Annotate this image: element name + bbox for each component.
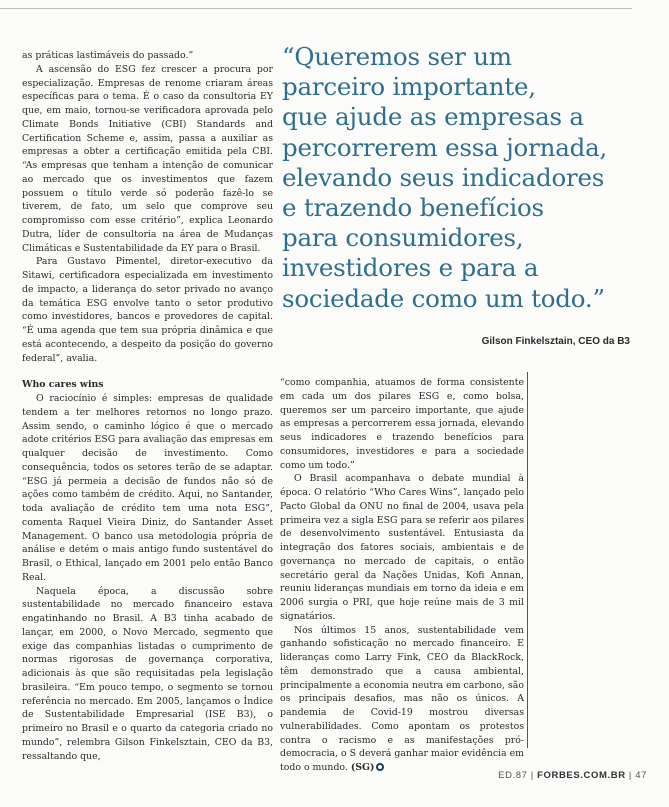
- edition-number: ED.87 |: [498, 770, 534, 781]
- pull-quote-line: investidores e para a: [282, 253, 539, 283]
- paragraph: A ascensão do ESG fez crescer a procura por especialização. Empresas de renome criaram áreas específicas para o tema. É o caso da consultoria EY que, em maio, tornou-se verificadora aprovada pelo Climate Bonds Initiative (CBI) Standards and Certification Scheme e, assim, passa a auxiliar as empresas a obter a certificação emitida pela CBI. “As empresas que tenham a intenção de comunicar ao mercado que os investimentos que fazem possuem o título verde só poderão fazê-lo se tiverem, de fato, um selo que comprove seu compromisso com esse critério”, explica Leonardo Dutra, líder de consultoria na área de Mudanças Climáticas e Sustentabilidade da EY para o Brasil.: [22, 63, 273, 254]
- page-footer: [498, 770, 647, 781]
- pull-quote: [282, 42, 632, 314]
- pull-quote-line: e trazendo benefícios: [282, 193, 544, 223]
- subheading: Who cares wins: [22, 379, 104, 391]
- paragraph: Naquela época, a discussão sobre sustentabilidade no mercado financeiro estava engatinhando no Brasil. A B3 tinha acabado de lançar, em 2000, o Novo Mercado, segmento que exige das companhias listadas o cumprimento de normas rigorosas de governança corporativa, adicionais às que são requisitadas pela legislação brasileira. “Em pouco tempo, o segmento se tornou referência no mercado. Em 2005, lançamos o Índice de Sustentabilidade Empresarial (ISE B3), o primeiro no Brasil e o quarto da categoria criado no mundo”, relembra Gilson Finkelsztain, CEO da B3, ressaltando que,: [22, 585, 273, 762]
- pull-quote-line: percorrerem essa jornada,: [282, 132, 608, 162]
- right-column: [280, 376, 524, 775]
- pull-quote-line: elevando seus indicadores: [282, 162, 605, 192]
- paragraph: “como companhia, atuamos de forma consistente em cada um dos pilares ESG e, como bolsa, queremos ser um parceiro importante, que ajude as empresas a percorrerem essa jornada, elevando seus indicadores e trazendo benefícios para consumidores, investidores e para a sociedade como um todo.”: [280, 377, 524, 471]
- pull-quote-line: para consumidores,: [282, 223, 524, 253]
- pull-quote-line: que ajude as empresas a: [282, 102, 584, 132]
- quote-attribution: Gilson Finkelsztain, CEO da B3: [481, 336, 630, 347]
- top-rule: [0, 8, 632, 9]
- paragraph: Para Gustavo Pimentel, diretor-executivo da Sitawi, certificadora especializada em investimento de impacto, a liderança do setor privado no avanço da temática ESG envolve tanto o setor produtivo como investidores, bancos e provedores de capital. “É uma agenda que tem sua própria dinâmica e que está acontecendo, a despeito da posição do governo federal”, avalia.: [22, 256, 273, 364]
- paragraph: as práticas lastimáveis do passado.”: [22, 50, 194, 61]
- left-column: [22, 49, 273, 763]
- site-brand: FORBES.COM.BR: [537, 770, 626, 781]
- end-mark-icon: [376, 763, 384, 771]
- page-number: | 47: [628, 770, 647, 781]
- paragraph: [280, 624, 524, 775]
- paragraph: O raciocínio é simples: empresas de qualidade tendem a ter melhores retornos no longo prazo. Assim sendo, o caminho lógico é que o mercado adote critérios ESG para avaliação das empresas em qualquer decisão de investimento. Como consequência, todos os setores terão de se adaptar. “ESG já permeia a decisão de fundos não só de ações como também de crédito. Aqui, no Santander, toda avaliação de crédito tem uma nota ESG”, comenta Raquel Vieira Diniz, do Santander Asset Management. O banco usa metodologia própria de análise e detém o mais antigo fundo sustentável do Brasil, o Ethical, lançado em 2001 pelo então Banco Real.: [22, 393, 273, 583]
- column-divider: [527, 372, 528, 748]
- paragraph-text: Nos últimos 15 anos, sustentabilidade vem ganhando sofisticação no mercado financeiro. E lideranças como Larry Fink, CEO da BlackRock, têm demonstrado que a causa ambiental, principalmente a economia neutra em carbono, são os principais desafios, mas não os únicos. A pandemia de Covid-19 mostrou diversas vulnerabilidades. Como apontam os protestos contra o racismo e as manifestações pró-democracia, o S deverá ganhar maior evidência em todo o mundo.: [280, 624, 524, 773]
- paragraph: O Brasil acompanhava o debate mundial à época. O relatório “Who Cares Wins”, lançado pelo Pacto Global da ONU no final de 2004, usava pela primeira vez a sigla ESG para se referir aos pilares de desenvolvimento sustentável. Entusiasta da integração dos fatores sociais, ambientais e de governança no mercado de capitais, o então secretário geral da Nações Unidas, Kofi Annan, reuniu lideranças mundiais em torno da ideia e em 2006 surgia o PRI, que hoje reúne mais de 3 mil signatários.: [280, 473, 524, 622]
- author-signature: (SG): [350, 762, 375, 773]
- pull-quote-line: parceiro importante,: [282, 72, 536, 102]
- pull-quote-line: “Queremos ser um: [282, 42, 512, 71]
- pull-quote-line: sociedade como um todo.”: [282, 283, 605, 313]
